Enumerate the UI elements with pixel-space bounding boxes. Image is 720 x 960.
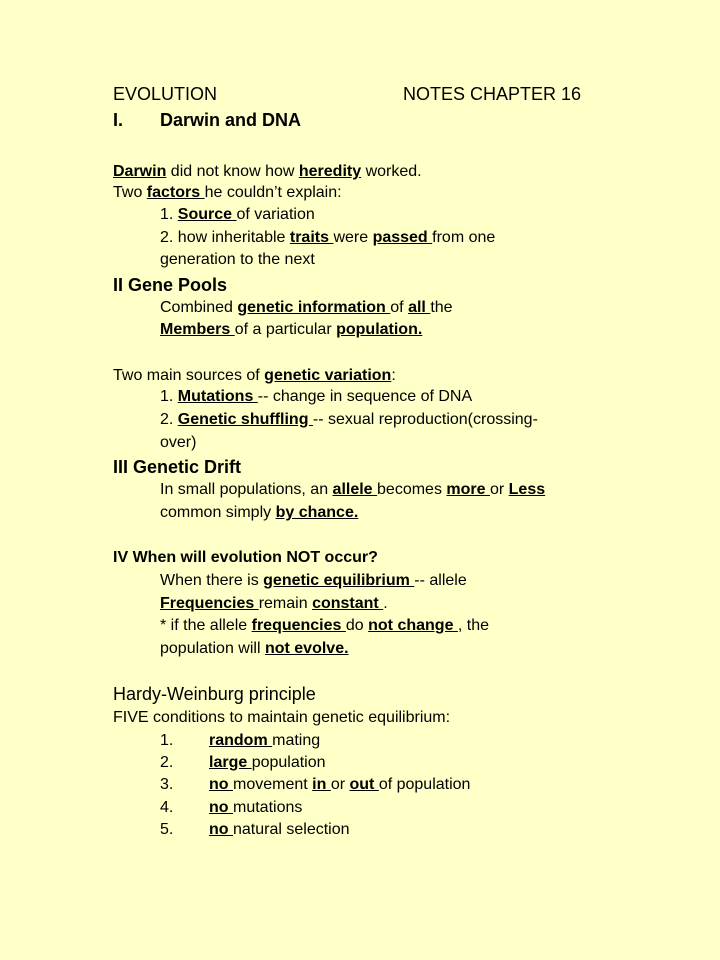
text: he couldn’t explain: xyxy=(204,184,342,201)
term-more: more xyxy=(446,481,490,498)
list-item xyxy=(160,775,471,795)
s1-line-1 xyxy=(113,162,422,182)
section-3-title: III Genetic Drift xyxy=(113,457,242,477)
s2-line-5 xyxy=(160,410,538,430)
term-no: no xyxy=(209,821,233,838)
text: of population xyxy=(378,776,471,793)
text: natural selection xyxy=(233,821,350,838)
s2-line-4 xyxy=(160,387,472,407)
term-darwin: Darwin xyxy=(113,163,167,180)
s1-line-3 xyxy=(160,205,315,225)
list-number: 5. xyxy=(160,821,174,838)
text: : xyxy=(391,367,396,384)
text: of variation xyxy=(236,206,315,223)
header-left: EVOLUTION xyxy=(113,84,218,104)
s2-line-6: over) xyxy=(160,434,197,451)
term-no: no xyxy=(209,799,233,816)
term-not-evolve: not evolve. xyxy=(264,640,349,657)
s1-line-5: generation to the next xyxy=(160,251,315,268)
section-1-title xyxy=(113,110,302,130)
list-item xyxy=(160,820,350,840)
term-out: out xyxy=(349,776,379,793)
s2-line-3 xyxy=(113,366,396,386)
list-item xyxy=(160,753,326,773)
term-not-change: not change xyxy=(368,617,458,634)
section-4-title: IV When will evolution NOT occur? xyxy=(113,549,378,566)
term-heredity: heredity xyxy=(298,163,362,180)
term-genetic-equilibrium: genetic equilibrium xyxy=(263,572,415,589)
text: common simply xyxy=(160,504,276,521)
term-passed: passed xyxy=(372,229,433,246)
text: Two xyxy=(113,184,147,201)
text: -- sexual reproduction(crossing- xyxy=(312,411,538,428)
text: 2. how inheritable xyxy=(160,229,290,246)
text: becomes xyxy=(377,481,447,498)
term-mutations: Mutations xyxy=(177,388,258,405)
term-members: Members xyxy=(160,321,235,338)
s4-line-2 xyxy=(160,594,388,614)
term-genetic-variation: genetic variation xyxy=(264,367,392,384)
text: mutations xyxy=(233,799,303,816)
text: of a particular xyxy=(234,321,337,338)
term-large: large xyxy=(209,754,252,771)
list-number: 1. xyxy=(160,732,174,749)
text: Combined xyxy=(160,299,238,316)
term-factors: factors xyxy=(146,184,205,201)
text: 1. xyxy=(160,388,178,405)
s5-intro: FIVE conditions to maintain genetic equilibrium: xyxy=(113,709,451,726)
text: were xyxy=(333,229,373,246)
term-all: all xyxy=(408,299,431,316)
text: or xyxy=(330,776,350,793)
term-allele: allele xyxy=(332,481,378,498)
s3-line-1 xyxy=(160,480,545,500)
text: population xyxy=(251,754,326,771)
text: -- allele xyxy=(414,572,467,589)
term-source: Source xyxy=(177,206,237,223)
text: * if the allele xyxy=(160,617,252,634)
term-frequencies-2: frequencies xyxy=(251,617,346,634)
section-1-number: I. xyxy=(113,110,124,130)
term-genetic-information: genetic information xyxy=(237,299,391,316)
term-no: no xyxy=(209,776,233,793)
text: mating xyxy=(272,732,321,749)
text: 2. xyxy=(160,411,178,428)
text: When there is xyxy=(160,572,264,589)
term-random: random xyxy=(209,732,273,749)
text: or xyxy=(489,481,509,498)
s4-line-1 xyxy=(160,571,467,591)
text: do xyxy=(345,617,369,634)
text: remain xyxy=(258,595,313,612)
section-2-title: II Gene Pools xyxy=(113,275,228,295)
s4-line-3 xyxy=(160,616,489,636)
term-less: Less xyxy=(508,481,546,498)
text: 1. xyxy=(160,206,178,223)
text: Two main sources of xyxy=(113,367,265,384)
text: . xyxy=(383,595,388,612)
header xyxy=(113,84,582,104)
text: In small populations, an xyxy=(160,481,333,498)
text: , the xyxy=(457,617,490,634)
text: did not know how xyxy=(166,163,299,180)
text: -- change in sequence of DNA xyxy=(257,388,473,405)
list-number: 2. xyxy=(160,754,174,771)
term-by-chance: by chance. xyxy=(275,504,359,521)
s4-line-4 xyxy=(160,639,349,659)
s1-line-4 xyxy=(160,228,495,248)
text: population will xyxy=(160,640,265,657)
text: from one xyxy=(432,229,496,246)
s2-line-2 xyxy=(160,320,422,340)
term-constant: constant xyxy=(312,595,384,612)
section-5-title: Hardy-Weinburg principle xyxy=(113,684,316,704)
term-traits: traits xyxy=(289,229,334,246)
text: of xyxy=(390,299,409,316)
term-genetic-shuffling: Genetic shuffling xyxy=(177,411,313,428)
list-item xyxy=(160,798,303,818)
section-1-heading: Darwin and DNA xyxy=(160,110,302,130)
text: movement xyxy=(233,776,313,793)
list-number: 3. xyxy=(160,776,174,793)
s1-line-2 xyxy=(113,183,342,203)
list-number: 4. xyxy=(160,799,174,816)
s3-line-2 xyxy=(160,503,358,523)
term-population: population. xyxy=(336,321,423,338)
text: the xyxy=(430,299,453,316)
term-frequencies: Frequencies xyxy=(160,595,259,612)
s2-line-1 xyxy=(160,298,453,318)
list-item xyxy=(160,731,321,751)
header-right: NOTES CHAPTER 16 xyxy=(403,84,582,104)
text: worked. xyxy=(361,163,422,180)
term-in: in xyxy=(312,776,331,793)
